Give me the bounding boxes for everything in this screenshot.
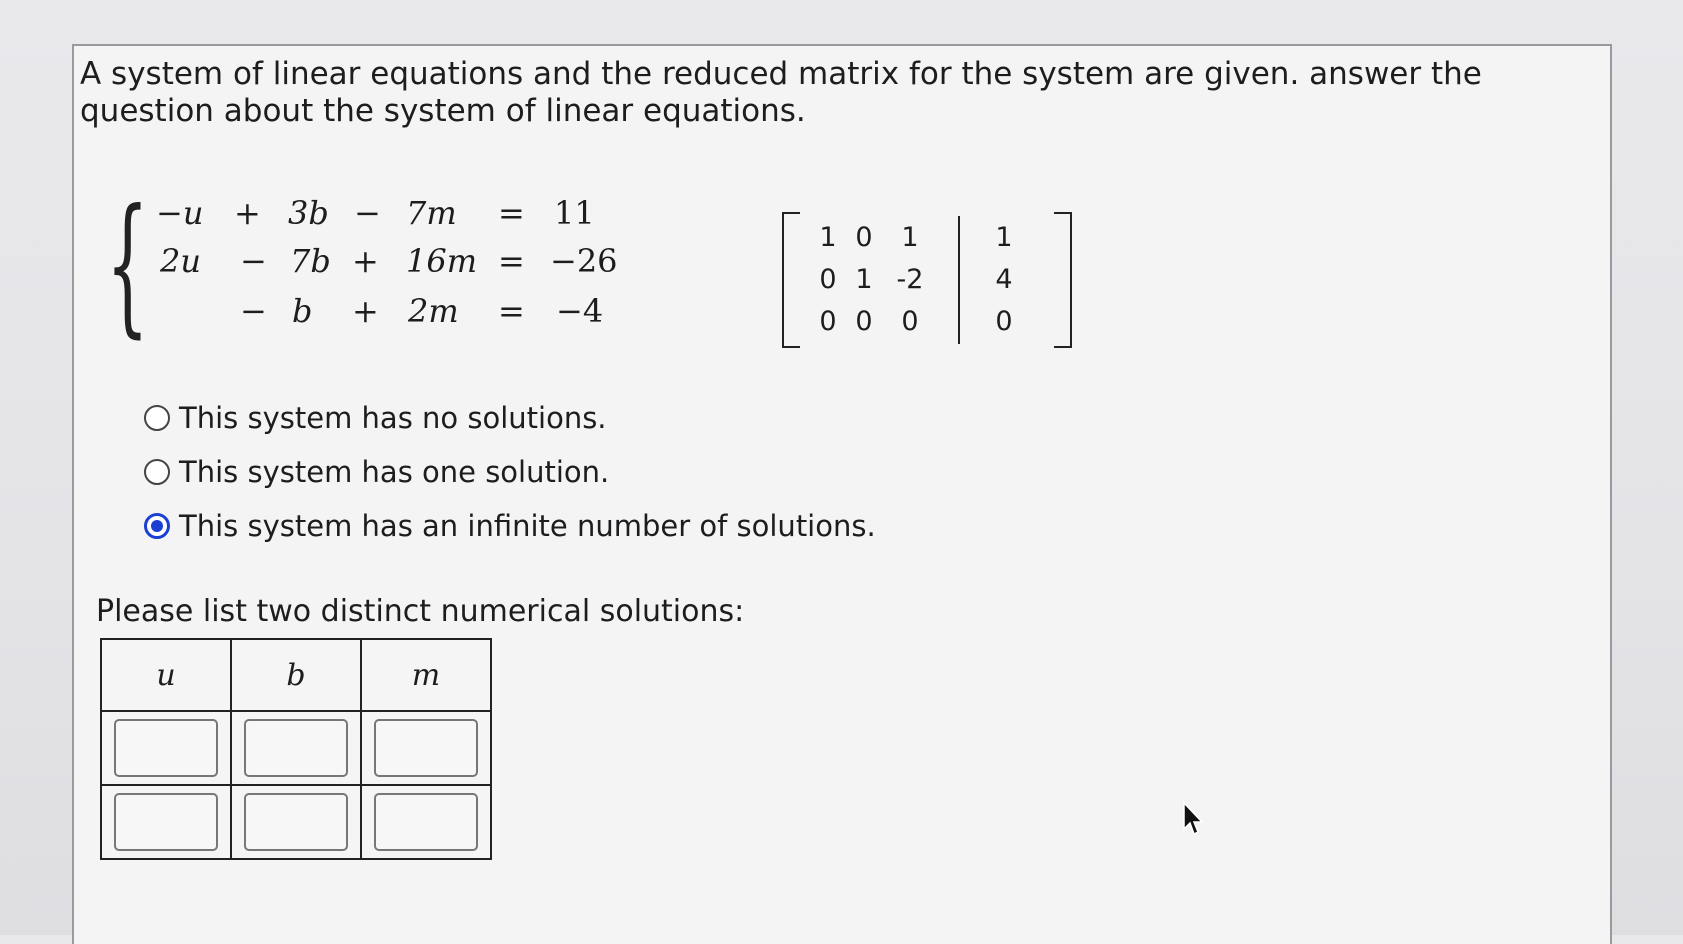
table-cell [231,785,361,859]
solution-1-b-input[interactable] [244,719,348,777]
matrix-cell: 0 [901,306,919,337]
table-row [101,711,491,785]
eq3-rhs: −4 [556,292,604,330]
eq2-term-m: 16m [406,242,478,280]
solution-2-m-input[interactable] [374,793,478,851]
eq3-op-1: − [240,292,267,330]
eq3-op-2: + [352,292,379,330]
reduced-matrix [782,212,1072,352]
eq1-op-2: − [354,194,381,232]
table-cell [101,785,231,859]
table-cell [361,711,491,785]
matrix-cell: 0 [819,306,837,337]
radio-one-solution[interactable] [144,459,170,485]
equation-row-1 [106,194,666,244]
matrix-cell: 1 [995,222,1013,253]
eq2-rhs: −26 [550,242,618,280]
eq2-op-1: − [240,242,267,280]
eq3-term-b: b [292,292,313,330]
matrix-cell: 0 [855,222,873,253]
eq3-equals: = [498,292,525,330]
table-cell [231,711,361,785]
solution-2-u-input[interactable] [114,793,218,851]
equation-system [106,178,666,352]
option-no-solutions[interactable] [144,398,904,438]
column-header-m: m [361,639,491,711]
matrix-cell: 1 [855,264,873,295]
eq2-term-b: 7b [290,242,331,280]
eq1-term-b: 3b [288,194,329,232]
matrix-left-bracket [782,212,800,348]
matrix-cell: -2 [896,264,924,295]
eq1-equals: = [498,194,525,232]
column-header-u: u [101,639,231,711]
question-prompt: A system of linear equations and the reduced matrix for the system are given. answer the question about the system of linear equations. [80,56,1482,129]
table-cell [361,785,491,859]
matrix-cell: 0 [819,264,837,295]
matrix-cell: 0 [995,306,1013,337]
solutions-prompt: Please list two distinct numerical solutions: [96,594,745,629]
solutions-table [100,638,492,860]
eq1-op-1: + [234,194,261,232]
table-row [101,785,491,859]
option-label: This system has no solutions. [179,401,607,435]
option-infinite-solutions[interactable] [144,506,904,546]
eq1-term-m: 7m [406,194,457,232]
equation-row-2 [106,242,666,292]
option-label: This system has an infinite number of solutions. [179,509,876,543]
eq1-rhs: 11 [554,194,595,232]
table-header-row [101,639,491,711]
system-brace: { [106,178,149,352]
eq3-term-m: 2m [408,292,459,330]
eq2-equals: = [498,242,525,280]
column-header-b: b [231,639,361,711]
eq1-term-u: −u [156,194,204,232]
solution-2-b-input[interactable] [244,793,348,851]
option-label: This system has one solution. [179,455,610,489]
eq2-term-u: 2u [160,242,201,280]
matrix-cell: 1 [819,222,837,253]
matrix-cell: 0 [855,306,873,337]
table-cell [101,711,231,785]
option-one-solution[interactable] [144,452,904,492]
solution-1-u-input[interactable] [114,719,218,777]
radio-infinite-solutions[interactable] [144,513,170,539]
eq2-op-2: + [352,242,379,280]
matrix-cell: 1 [901,222,919,253]
matrix-cell: 4 [995,264,1013,295]
matrix-augment-bar [958,216,960,344]
question-panel [72,44,1612,944]
solution-1-m-input[interactable] [374,719,478,777]
radio-no-solutions[interactable] [144,405,170,431]
mouse-pointer-icon [1182,801,1204,837]
matrix-right-bracket [1054,212,1072,348]
equation-row-3 [106,292,666,342]
